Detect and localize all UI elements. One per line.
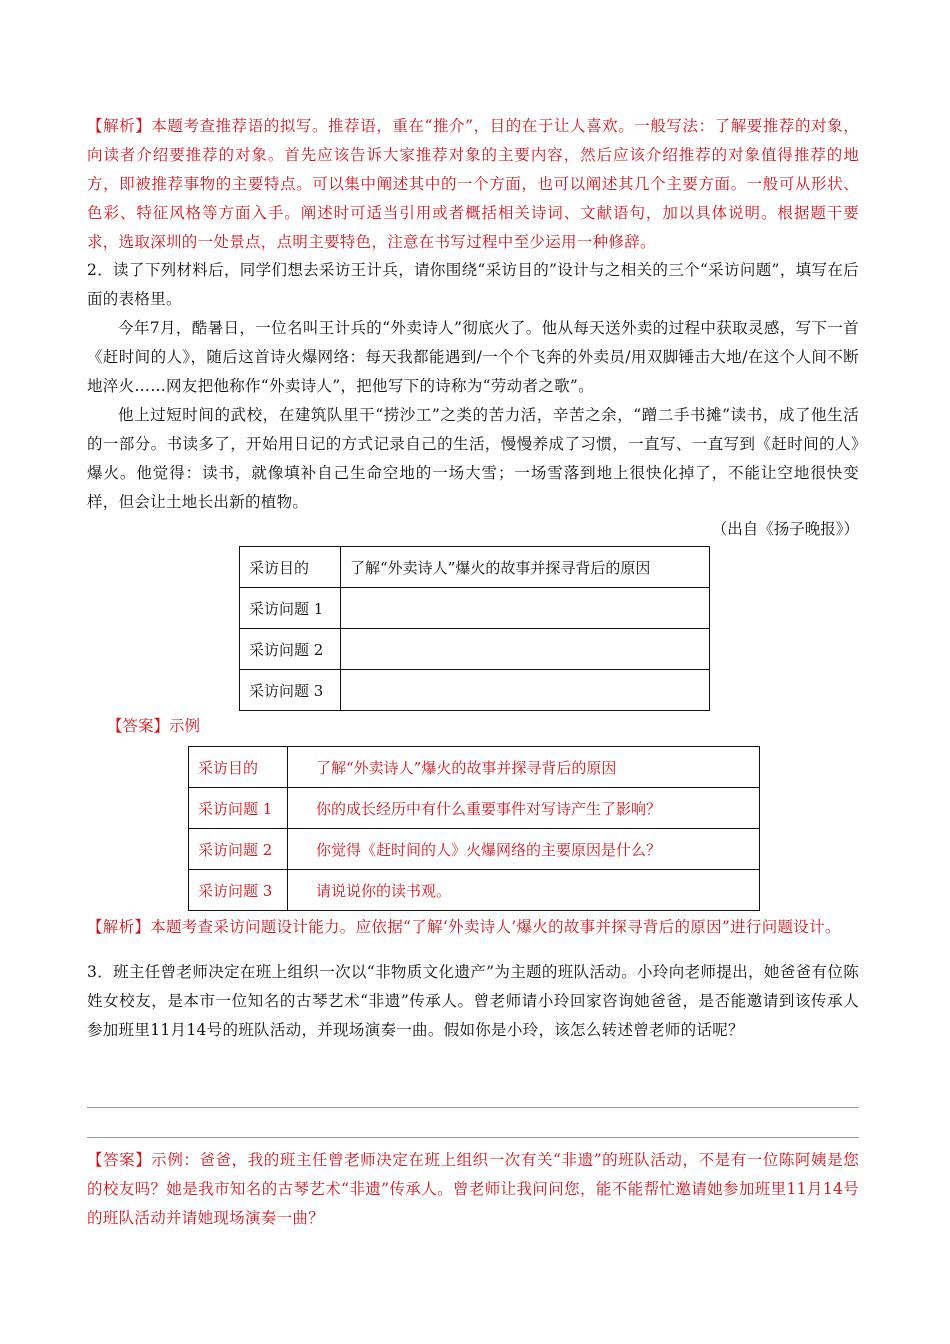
answer-tag: 【答案】 <box>87 1151 152 1169</box>
question-3-stem: 3．班主任曾老师决定在班上组织一次以“非物质文化遗产”为主题的班队活动。小玲向老师提出，她爸爸有位陈姓女校友，是本市一位知名的古琴艺术“非遗”传承人。曾老师请小玲回家咨询她爸爸，是否能邀请到该传承人参加班里11月14号的班队活动，并现场演奏一曲。假如你是小玲，该怎么转述曾老师的话呢？ <box>87 963 859 1039</box>
table-value: 你觉得《赶时间的人》火爆网络的主要原因是什么？ <box>288 829 760 870</box>
question-2 <box>87 256 859 517</box>
analysis-tag: 【解析】 <box>87 918 151 936</box>
analysis-2 <box>87 913 859 942</box>
table-row <box>240 670 710 711</box>
answer-table <box>188 746 760 911</box>
material-para-2: 他上过短时间的武校，在建筑队里干“捞沙工”之类的苦力活，辛苦之余，“蹭二手书摊”读书，成了他生活的一部分。书读多了，开始用日记的方式记录自己的生活，慢慢养成了习惯，一直写、一直写到《赶时间的人》爆火。他觉得：读书，就像填补自己生命空地的一场大雪；一场雪落到地上很快化掉了，不能让空地很快变样，但会让土地长出新的植物。 <box>87 406 859 511</box>
table-value[interactable] <box>341 670 710 711</box>
table-value: 你的成长经历中有什么重要事件对写诗产生了影响？ <box>288 788 760 829</box>
material-para-1: 今年7月，酷暑日，一位名叫王计兵的“外卖诗人”彻底火了。他从每天送外卖的过程中获取灵感，写下一首《赶时间的人》，随后这首诗火爆网络：每天我都能遇到/一个个飞奔的外卖员/用双脚锤击大地/在这个人间不断地淬火……网友把他称作“外卖诗人”，把他写下的诗称为“劳动者之歌”。 <box>87 319 859 395</box>
table-row <box>189 829 760 870</box>
table-value[interactable] <box>341 629 710 670</box>
table-value: 了解“外卖诗人”爆火的故事并探寻背后的原因 <box>288 747 760 788</box>
interview-table <box>239 546 710 711</box>
analysis-text: 本题考查采访问题设计能力。应依据“了解‘外卖诗人’爆火的故事并探寻背后的原因”进行问题设计。 <box>150 918 841 936</box>
analysis-tag: 【解析】 <box>87 117 152 135</box>
table-label: 采访问题 2 <box>240 629 341 670</box>
answer-line[interactable] <box>87 1107 859 1108</box>
table-label: 采访问题 2 <box>189 829 288 870</box>
table-label: 采访问题 3 <box>189 870 288 911</box>
table-value[interactable] <box>341 588 710 629</box>
table-row <box>189 747 760 788</box>
answer-text: 示例：爸爸，我的班主任曾老师决定在班上组织一次有关“非遗”的班队活动，不是有一位陈阿姨是您的校友吗？她是我市知名的古琴艺术“非遗”传承人。曾老师让我问问您，能不能帮忙邀请她参加班里11月14号的班队活动并请她现场演奏一曲？ <box>87 1151 859 1227</box>
table-row <box>189 870 760 911</box>
answer-line[interactable] <box>87 1137 859 1138</box>
table-row <box>240 629 710 670</box>
analysis-text: 本题考查推荐语的拟写。推荐语，重在“推介”，目的在于让人喜欢。一般写法：了解要推荐的对象，向读者介绍要推荐的对象。首先应该告诉大家推荐对象的主要内容，然后应该介绍推荐的对象值得推荐的地方，即被推荐事物的主要特点。可以集中阐述其中的一个方面，也可以阐述其几个主要方面。一般可从形状、色彩、特征风格等方面入手。阐述时可适当引用或者概括相关诗词、文献语句，加以具体说明。根据题干要求，选取深圳的一处景点，点明主要特色，注意在书写过程中至少运用一种修辞。 <box>87 117 859 251</box>
table-label: 采访问题 1 <box>240 588 341 629</box>
table-value: 请说说你的读书观。 <box>288 870 760 911</box>
table-label: 采访问题 1 <box>189 788 288 829</box>
table-label: 采访问题 3 <box>240 670 341 711</box>
question-2-stem: 2．读了下列材料后，同学们想去采访王计兵，请你围绕“采访目的”设计与之相关的三个“采访问题”，填写在后面的表格里。 <box>87 261 859 308</box>
table-label: 采访目的 <box>240 547 341 588</box>
answer-tag-2: 【答案】示例 <box>107 717 201 735</box>
table-row <box>189 788 760 829</box>
answer-3 <box>87 1146 859 1233</box>
table-label: 采访目的 <box>189 747 288 788</box>
table-value: 了解“外卖诗人”爆火的故事并探寻背后的原因 <box>341 547 710 588</box>
table-row <box>240 588 710 629</box>
material-source: （出自《扬子晚报》） <box>711 520 859 538</box>
analysis-1 <box>87 112 859 257</box>
table-row <box>240 547 710 588</box>
